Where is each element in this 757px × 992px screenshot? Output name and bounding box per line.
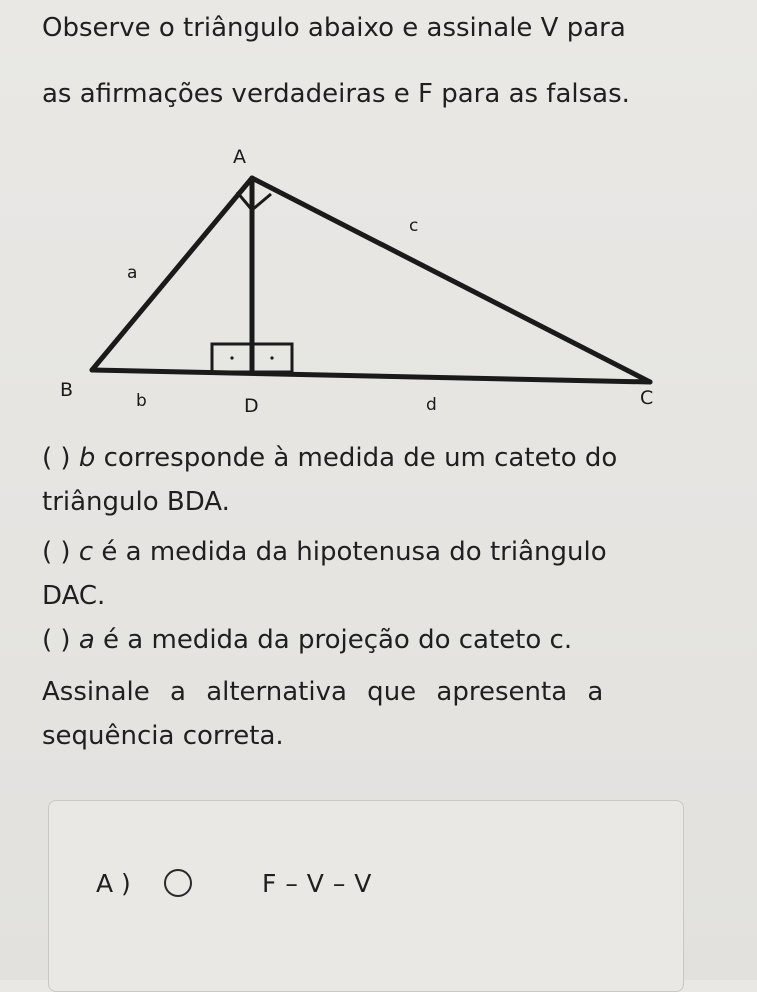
angle-dot-d-right [270,356,273,359]
option-a-text: F – V – V [262,869,372,898]
statement-1-line-2: triângulo BDA. [42,487,230,517]
angle-dot-d-left [230,356,233,359]
side-ac [252,178,650,382]
statement-1-line-1 [42,436,732,480]
label-segment-d: d [426,395,437,415]
option-a-letter: A ) [96,869,131,898]
statement-1-var: b [78,443,96,473]
label-vertex-c: C [640,387,654,409]
side-bc [92,370,650,382]
statement-3-marker[interactable]: ( ) [42,625,71,655]
label-segment-b: b [136,391,147,411]
question-line-2: sequência correta. [42,721,284,751]
statement-3-text-1: é a medida da projeção do cateto c. [94,625,573,655]
intro-line-1: Observe o triângulo abaixo e assinale V para [42,13,626,43]
label-vertex-b: B [60,379,74,401]
statement-2-text-1: é a medida da hipotenusa do triângulo [93,537,607,567]
option-a-radio[interactable] [164,869,192,897]
label-point-d: D [244,395,259,417]
question-line-1: Assinale a alternativa que apresenta a [42,677,604,707]
statement-1-marker[interactable]: ( ) [42,443,71,473]
angle-dot-a [250,190,253,193]
label-segment-c: c [409,216,419,236]
statement-3-line-1 [42,618,732,662]
intro-line-2: as afirmações verdadeiras e F para as falsas. [42,79,630,109]
statement-2-line-2: DAC. [42,581,106,611]
statement-3-var: a [78,625,95,655]
side-ab [92,178,252,370]
statement-1-text-1: corresponde à medida de um cateto do [95,443,618,473]
statement-2-marker[interactable]: ( ) [42,537,71,567]
triangle-diagram [0,130,757,430]
label-segment-a: a [127,263,138,283]
statement-2-line-1 [42,530,732,574]
statement-2-var: c [78,537,94,567]
label-vertex-a: A [233,146,246,168]
